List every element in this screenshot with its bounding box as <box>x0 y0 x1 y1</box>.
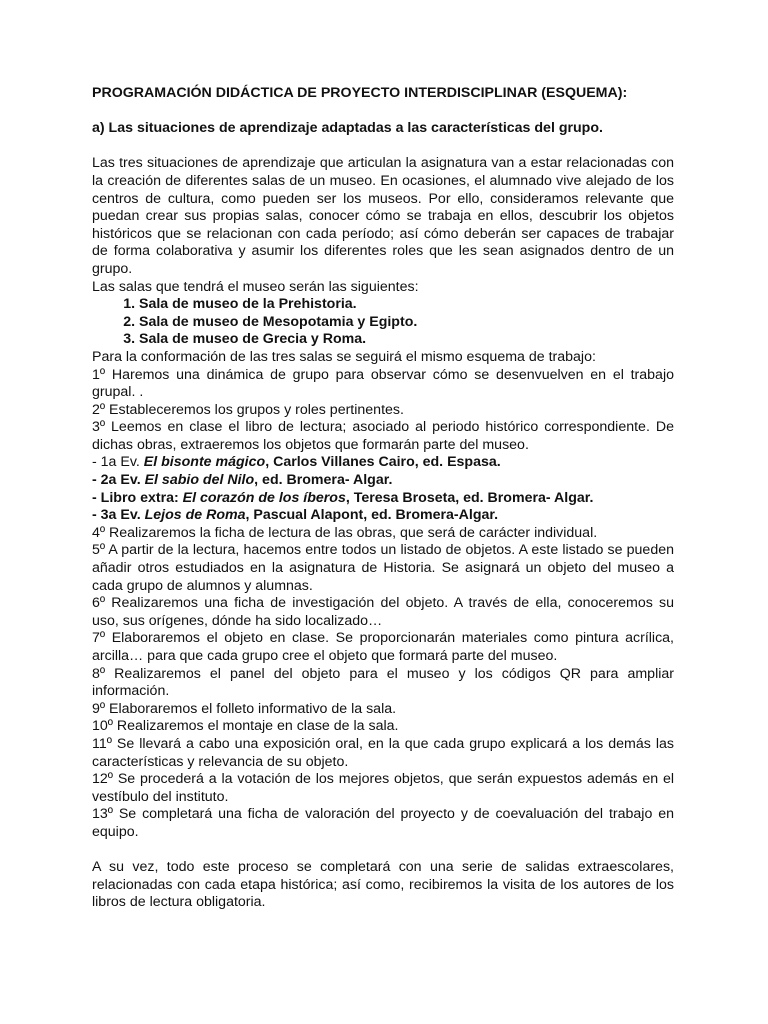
book-item <box>92 454 674 472</box>
book-item <box>92 507 674 525</box>
document-title: PROGRAMACIÓN DIDÁCTICA DE PROYECTO INTERDISCIPLINAR (ESQUEMA): <box>92 85 628 101</box>
book-details: , Pascual Alapont, ed. Bromera-Algar. <box>245 507 499 524</box>
book-details: , Teresa Broseta, ed. Bromera- Algar. <box>345 489 594 506</box>
book-prefix: - 2a Ev. <box>92 472 145 489</box>
book-prefix: - 3a Ev. <box>92 507 145 524</box>
book-title: El bisonte mágico <box>143 454 266 471</box>
list-item: 2. Sala de museo de Mesopotamia y Egipto. <box>139 314 674 332</box>
step-3: 3º Leemos en clase el libro de lectura; asociado al periodo histórico correspondiente. De dichas obras, extraeremos los objetos que formarán parte del museo. <box>92 419 674 453</box>
step-7: 7º Elaboraremos el objeto en clase. Se proporcionarán materiales como pintura acrílica, arcilla… para que cada grupo cree el objeto que formará parte del museo. <box>92 630 674 664</box>
step-11: 11º Se llevará a cabo una exposición oral, en la que cada grupo explicará a los demás las características y relevancia de su objeto. <box>92 735 674 770</box>
step-13: 13º Se completará una ficha de valoración del proyecto y de coevaluación del trabajo en equipo. <box>92 806 674 840</box>
step-10: 10º Realizaremos el montaje en clase de la sala. <box>92 718 399 735</box>
book-prefix: - Libro extra: <box>92 489 183 506</box>
step-4: 4º Realizaremos la ficha de lectura de las obras, que será de carácter individual. <box>92 524 598 541</box>
step-5: 5º A partir de la lectura, hacemos entre todos un listado de objetos. A este listado se pueden añadir otros estudiados en la asignatura de Historia. Se asignará un objeto del museo a cada grupo de alumnos y alumnas. <box>92 542 674 594</box>
step-6: 6º Realizaremos una ficha de investigación del objeto. A través de ella, conoceremos su uso, sus orígenes, dónde ha sido localizado… <box>92 595 674 629</box>
step-1: 1º Haremos una dinámica de grupo para observar cómo se desenvuelven en el trabajo grupal. . <box>92 366 674 401</box>
closing-paragraph: A su vez, todo este proceso se completará con una serie de salidas extraescolares, relacionadas con cada etapa histórica; así como, recibiremos la visita de los autores de los libros de lectura obligatoria. <box>92 859 674 911</box>
step-9: 9º Elaboraremos el folleto informativo de la sala. <box>92 700 397 717</box>
step-2: 2º Estableceremos los grupos y roles pertinentes. <box>92 401 404 418</box>
book-details: , ed. Bromera- Algar. <box>254 472 393 489</box>
book-item <box>92 490 674 508</box>
book-item <box>92 472 674 490</box>
list-item: 3. Sala de museo de Grecia y Roma. <box>139 331 674 349</box>
book-title: El sabio del Nilo <box>144 472 255 489</box>
step-8: 8º Realizaremos el panel del objeto para el museo y los códigos QR para ampliar información. <box>92 665 674 700</box>
salas-list <box>92 296 674 349</box>
esquema-intro: Para la conformación de las tres salas se seguirá el mismo esquema de trabajo: <box>92 348 596 365</box>
section-heading: a) Las situaciones de aprendizaje adaptadas a las características del grupo. <box>92 120 603 137</box>
book-title: El corazón de los íberos <box>182 489 346 506</box>
document-page <box>92 85 674 912</box>
salas-intro: Las salas que tendrá el museo serán las siguientes: <box>92 278 419 295</box>
book-title: Lejos de Roma <box>144 507 246 524</box>
list-item: 1. Sala de museo de la Prehistoria. <box>139 296 674 314</box>
intro-paragraph: Las tres situaciones de aprendizaje que articulan la asignatura van a estar relacionadas con la creación de diferentes salas de un museo. En ocasiones, el alumnado vive alejado de los centros de cultura, como pueden ser los museos. Por ello, consideramos relevante que puedan crear sus propias salas, conocer cómo se trabaja en ellos, descubrir los objetos históricos que se relacionan con cada período; así cómo deberán ser capaces de trabajar de forma colaborativa y asumir los diferentes roles que les sean asignados dentro de un grupo. <box>92 155 674 277</box>
book-details: , Carlos Villanes Cairo, ed. Espasa. <box>265 454 501 471</box>
book-prefix: - 1a Ev. <box>92 454 144 471</box>
step-12: 12º Se procederá a la votación de los mejores objetos, que serán expuestos además en el vestíbulo del instituto. <box>92 771 674 805</box>
